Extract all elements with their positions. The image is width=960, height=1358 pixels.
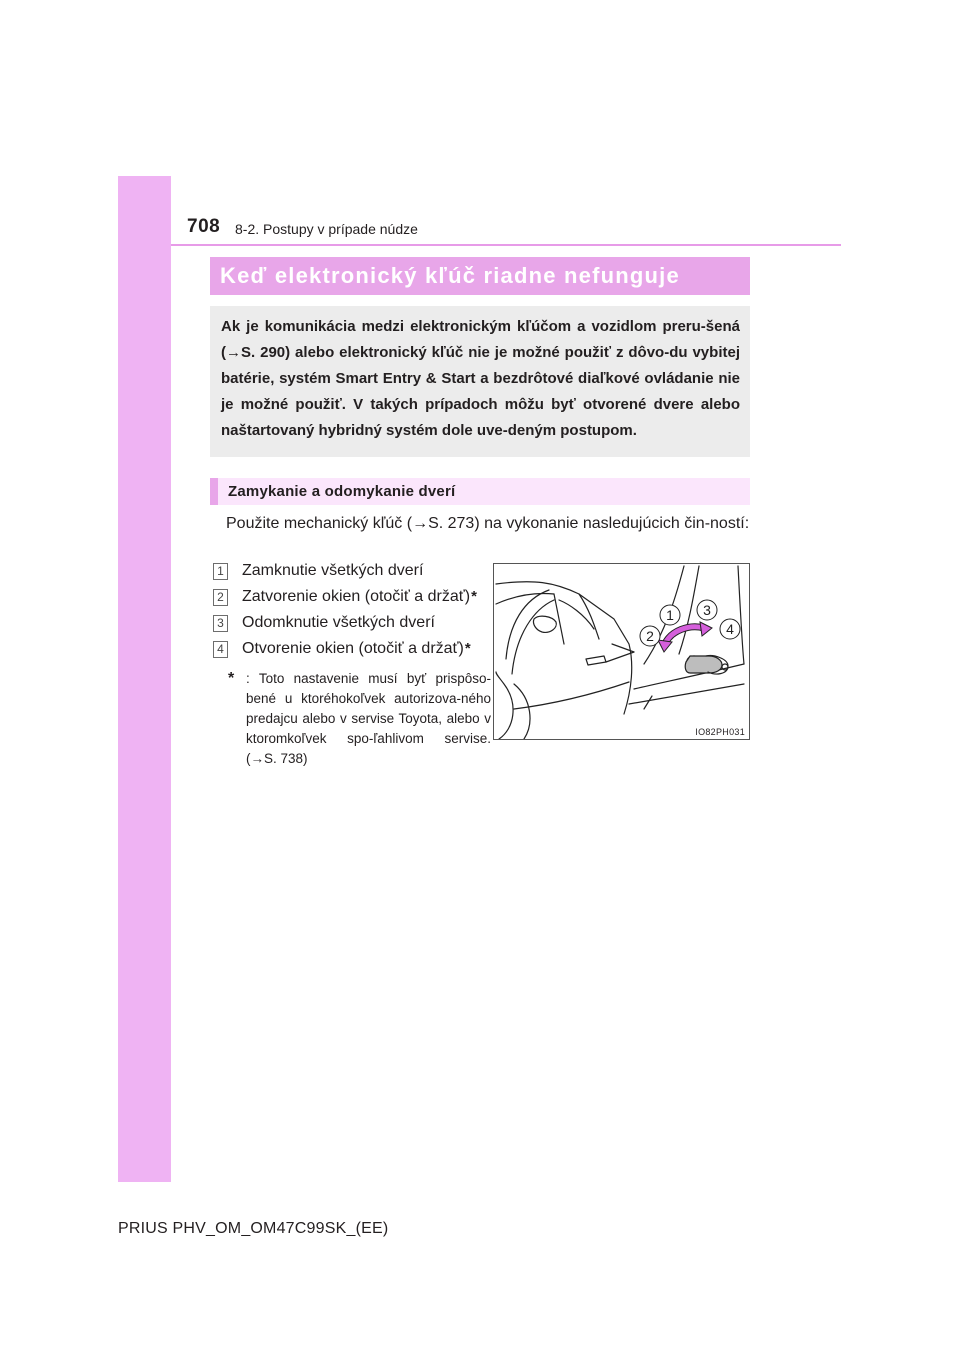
intro-box <box>210 306 750 457</box>
header-rule <box>171 244 841 246</box>
side-tab-band <box>118 176 171 1182</box>
step-2: 2 Zatvorenie okien (otočiť a držať) * <box>213 587 477 607</box>
step-number: 1 <box>213 563 228 580</box>
step-number: 2 <box>213 589 228 606</box>
door-key-illustration <box>493 563 750 740</box>
figure-code: IO82PH031 <box>695 727 745 737</box>
figure-label-1: 1 <box>666 607 674 623</box>
intro-text: Ak je komunikácia medzi elektronickým kľúčom a vozidlom preru-šená (→S. 290) alebo elektronický kľúč nie je možné použiť z dôvo-du vybitej batérie, systém Smart Entry & Start a bezdrôtové diaľkové ovládanie nie je možné použiť. V takých prípadoch môžu byť otvorené dvere alebo naštartovaný hybridný systém dole uve-deným postupom. <box>221 318 740 439</box>
figure-label-4: 4 <box>726 621 734 637</box>
footer-document-id: PRIUS PHV_OM_OM47C99SK_(EE) <box>118 1220 389 1237</box>
step-text: Zamknutie všetkých dverí <box>242 562 424 579</box>
step-text: Odomknutie všetkých dverí <box>242 614 435 631</box>
step-number: 4 <box>213 641 228 658</box>
step-1 <box>213 561 424 581</box>
car-door-lock-drawing <box>494 564 749 739</box>
footnote <box>228 669 491 769</box>
step-text: Otvorenie okien (otočiť a držať) <box>242 640 464 657</box>
step-3 <box>213 613 436 633</box>
section-heading: Zamykanie a odomykanie dverí <box>210 478 750 505</box>
step-4: 4 Otvorenie okien (otočiť a držať) * <box>213 639 471 659</box>
figure-label-2: 2 <box>646 628 654 644</box>
chapter-title: 8-2. Postupy v prípade núdze <box>235 221 418 237</box>
step-text: Zatvorenie okien (otočiť a držať) <box>242 588 471 605</box>
footnote-text: : Toto nastavenie musí byť prispôso-bené u ktoréhokoľvek autorizova-ného predajcu alebo v servise Toyota, alebo v ktoromkoľvek spo-ľahlivom servise. (→S. 738) <box>246 671 491 766</box>
page-title: Keď elektronický kľúč riadne nefunguje <box>210 257 750 295</box>
step-number: 3 <box>213 615 228 632</box>
footnote-asterisk: * <box>228 670 235 687</box>
page-number: 708 <box>187 216 221 237</box>
figure-label-3: 3 <box>703 602 711 618</box>
section-body: Použite mechanický kľúč (→S. 273) na vykonanie nasledujúcich čin-ností: <box>226 515 750 532</box>
